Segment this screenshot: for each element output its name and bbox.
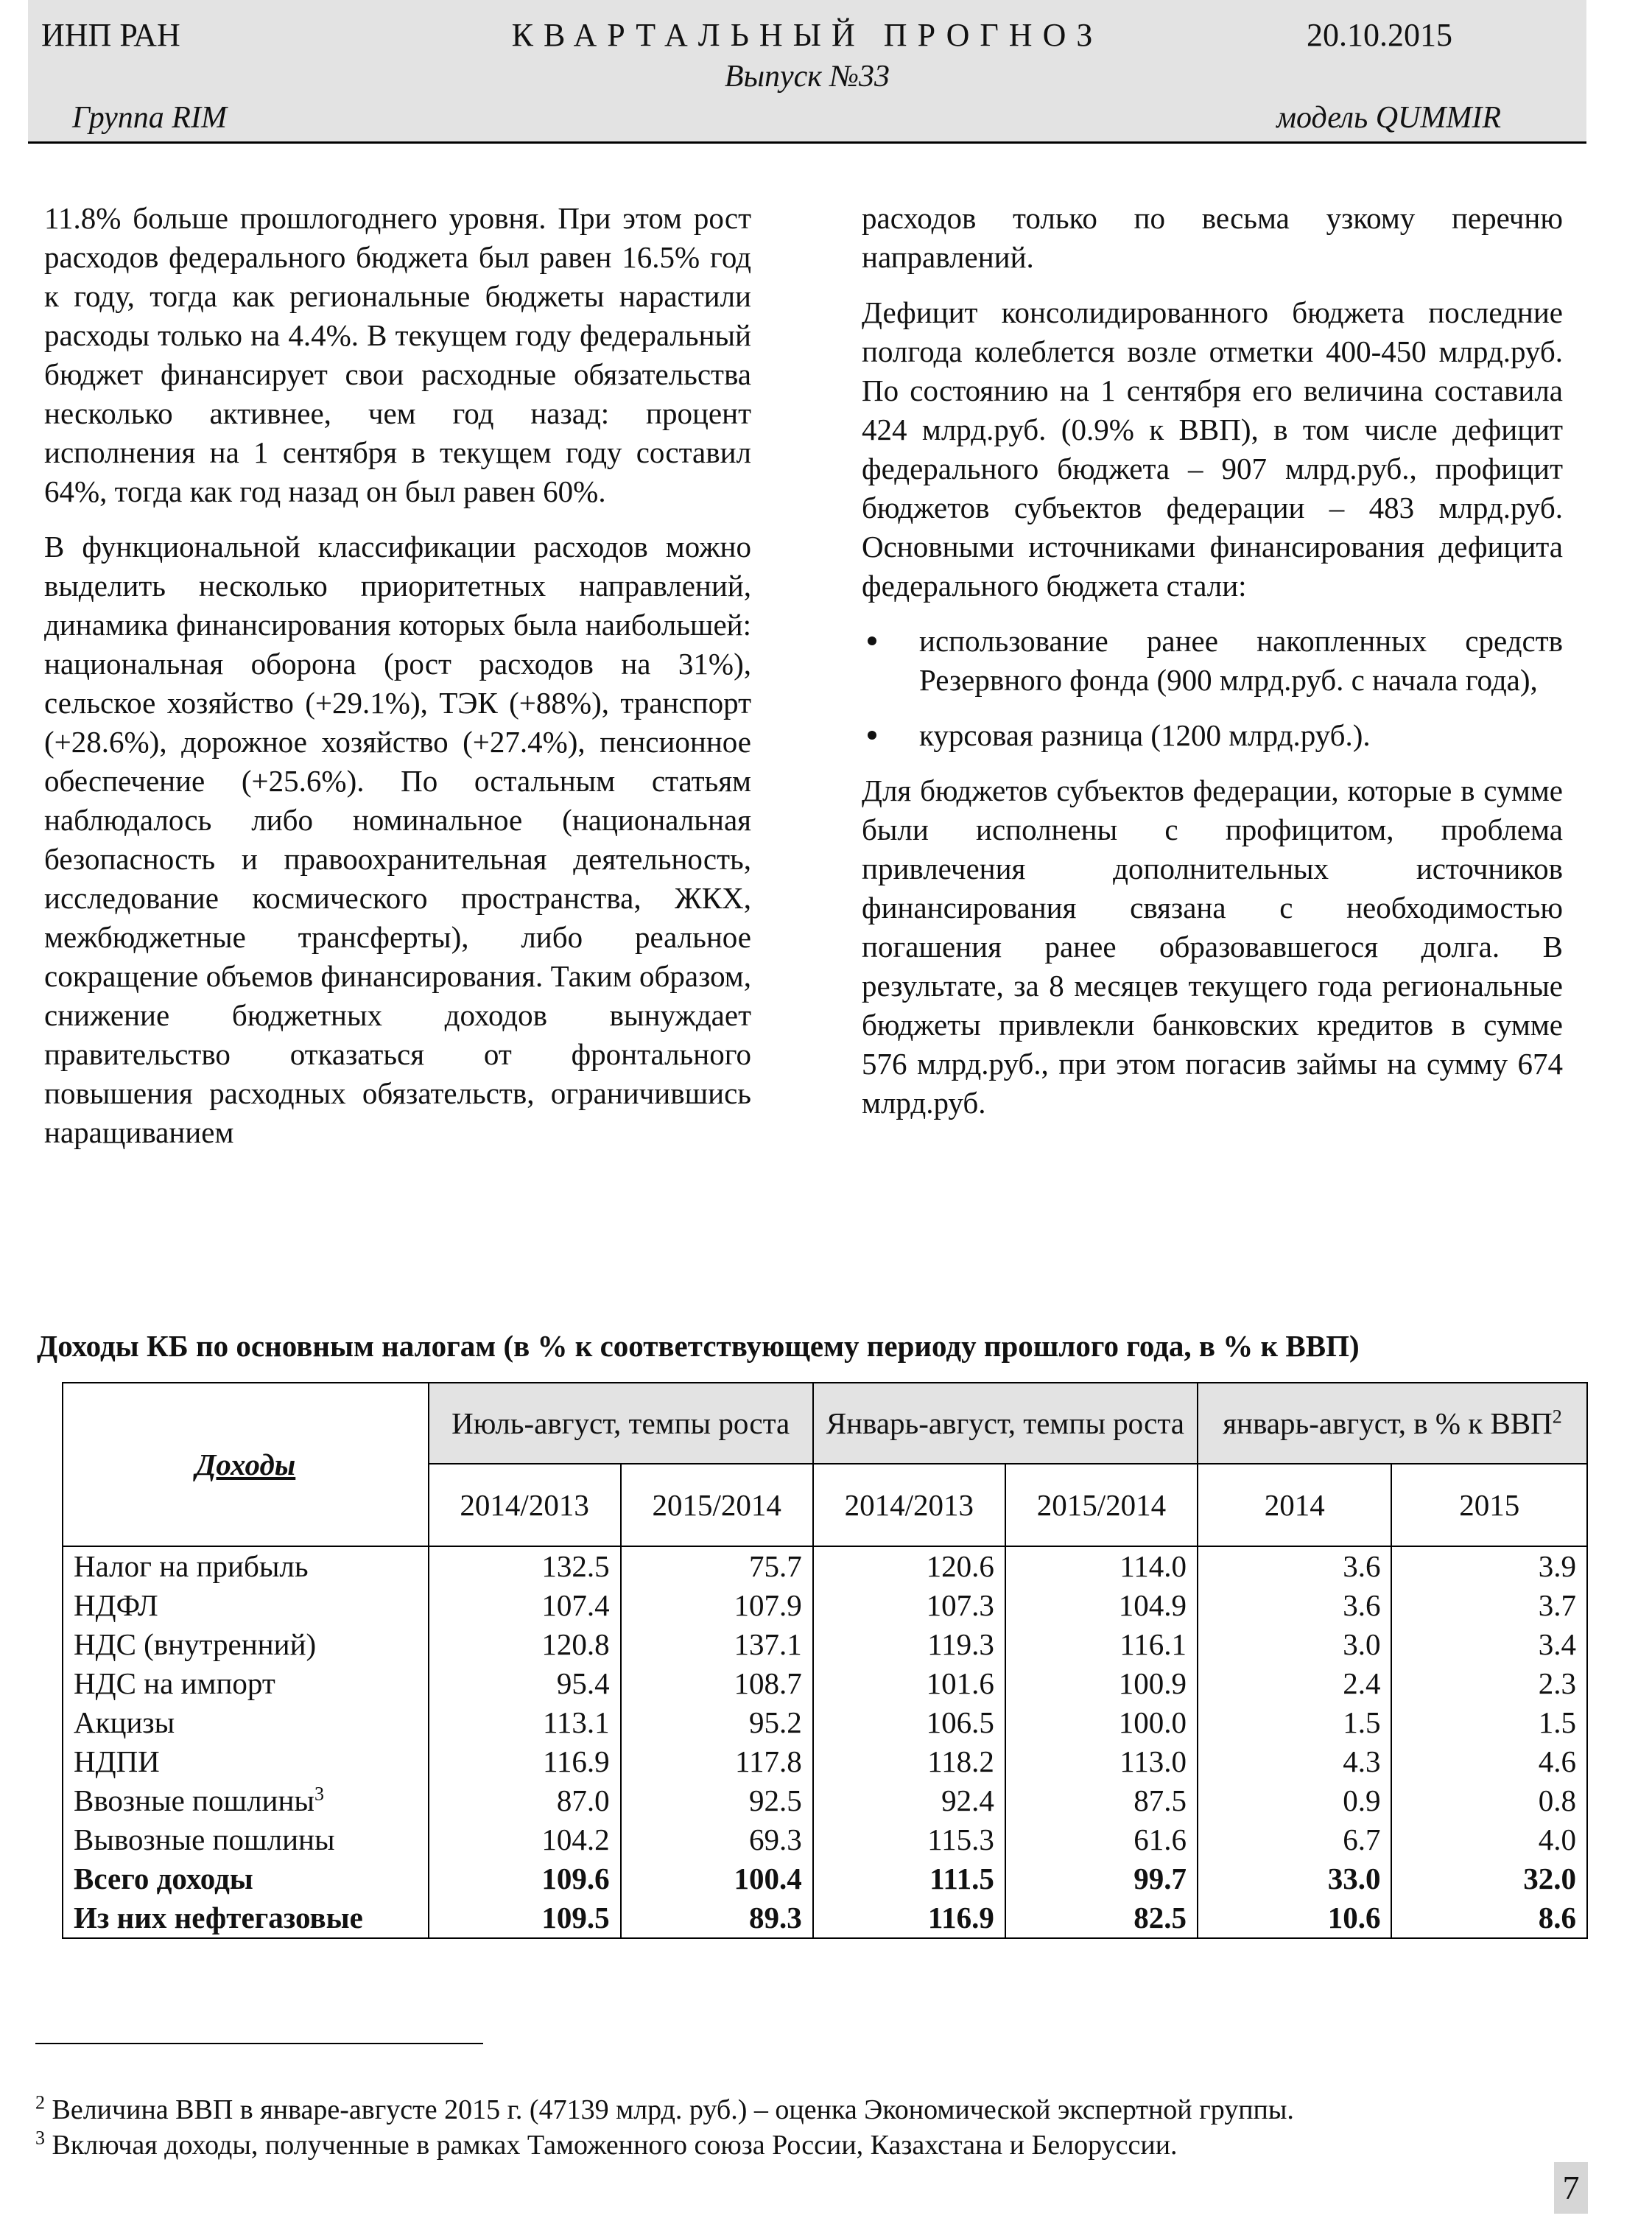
table-row <box>63 1742 1587 1781</box>
table-cell: 107.4 <box>429 1586 621 1625</box>
table-cell: 101.6 <box>813 1664 1005 1703</box>
table-row <box>63 1898 1587 1938</box>
table-cell: 137.1 <box>621 1625 813 1664</box>
table-cell: 120.8 <box>429 1625 621 1664</box>
table-cell: 4.0 <box>1391 1820 1587 1859</box>
table-cell: 89.3 <box>621 1898 813 1938</box>
header-group: Группа RIM <box>72 101 227 135</box>
column-header: 2015 <box>1391 1464 1587 1546</box>
table-cell: 104.9 <box>1005 1586 1198 1625</box>
table-row <box>63 1820 1587 1859</box>
list-item-text: курсовая разница (1200 млрд.руб.). <box>919 718 1371 752</box>
table-row <box>63 1546 1587 1586</box>
table-cell: 2.4 <box>1198 1664 1392 1703</box>
table-cell: 92.4 <box>813 1781 1005 1820</box>
row-label: Вывозные пошлины <box>63 1820 429 1859</box>
table-cell: 113.1 <box>429 1703 621 1742</box>
table-cell: 95.2 <box>621 1703 813 1742</box>
table-cell: 106.5 <box>813 1703 1005 1742</box>
left-paragraph-2: В функциональной классификации расходов можно выделить несколько приоритетных направлений, динамика финансирования которых была наибольшей: национальная оборона (рост расходов на 31%), сельское хозяйство (+29.1%), ТЭК (+88%), транспорт (+28.6%), дорожное хозяйство (+27.4%), пенсионное обеспечение (+25.6%). По остальным статьям наблюдалось либо номинальное (национальная безопасность и правоохранительная деятельность, исследование космического пространства, ЖКХ, межбюджетные трансферты), либо реальное сокращение объемов финансирования. Таким образом, снижение бюджетных доходов вынуждает правительство отказаться от фронтального повышения расходных обязательств, ограничившись наращиванием <box>44 530 751 1149</box>
table-row <box>63 1703 1587 1742</box>
table-cell: 115.3 <box>813 1820 1005 1859</box>
column-group-header: Январь-август, темпы роста <box>813 1383 1198 1464</box>
right-paragraph-2: Дефицит консолидированного бюджета последние полгода колеблется возле отметки 400-450 млрд.руб. По состоянию на 1 сентября его величина составила 424 млрд.руб. (0.9% к ВВП), в том числе дефицит федерального бюджета – 907 млрд.руб., профицит бюджетов субъектов федерации – 483 млрд.руб. Основными источниками финансирования дефицита федерального бюджета стали: <box>862 295 1563 603</box>
table-cell: 82.5 <box>1005 1898 1198 1938</box>
table-row <box>63 1664 1587 1703</box>
row-label: Ввозные пошлины$^3$ <box>63 1781 429 1820</box>
table-cell: 75.7 <box>621 1546 813 1586</box>
table-cell: 2.3 <box>1391 1664 1587 1703</box>
table-cell: 120.6 <box>813 1546 1005 1586</box>
table-cell: 61.6 <box>1005 1820 1198 1859</box>
funding-sources-list <box>862 622 1563 755</box>
table-row <box>63 1781 1587 1820</box>
table-cell: 104.2 <box>429 1820 621 1859</box>
table-cell: 3.7 <box>1391 1586 1587 1625</box>
header-date: 20.10.2015 <box>1307 17 1452 53</box>
table-cell: 3.6 <box>1198 1586 1392 1625</box>
bullet-icon <box>868 636 876 645</box>
row-label: НДС на импорт <box>63 1664 429 1703</box>
table-row <box>63 1625 1587 1664</box>
table-cell: 95.4 <box>429 1664 621 1703</box>
footnote: $^2$ Величина ВВП в январе-августе 2015 г. (47139 млрд. руб.) – оценка Экономической экспертной группы. <box>35 2091 1294 2125</box>
table-cell: 100.4 <box>621 1859 813 1898</box>
column-header: 2014 <box>1198 1464 1392 1546</box>
row-label: Всего доходы <box>63 1859 429 1898</box>
column-header: 2014/2013 <box>429 1464 621 1546</box>
table-cell: 116.1 <box>1005 1625 1198 1664</box>
table-cell: 87.0 <box>429 1781 621 1820</box>
table-cell: 100.0 <box>1005 1703 1198 1742</box>
row-label: Акцизы <box>63 1703 429 1742</box>
table-cell: 4.6 <box>1391 1742 1587 1781</box>
table-cell: 132.5 <box>429 1546 621 1586</box>
table-cell: 116.9 <box>429 1742 621 1781</box>
left-column <box>44 199 751 1168</box>
right-paragraph-1: расходов только по весьма узкому перечню направлений. <box>862 201 1563 274</box>
table-cell: 108.7 <box>621 1664 813 1703</box>
header-title: КВАРТАЛЬНЫЙ ПРОГНОЗ <box>511 17 1103 53</box>
footnotes <box>35 2092 1294 2163</box>
table-cell: 107.3 <box>813 1586 1005 1625</box>
table-cell: 109.6 <box>429 1859 621 1898</box>
left-paragraph-1: 11.8% больше прошлогоднего уровня. При этом рост расходов федерального бюджета был равен 16.5% год к году, тогда как региональные бюджеты нарастили расходы только на 4.4%. В текущем году федеральный бюджет финансирует свои расходные обязательства несколько активнее, чем год назад: процент исполнения на 1 сентября в текущем году составил 64%, тогда как год назад он был равен 60%. <box>44 201 751 508</box>
table-cell: 6.7 <box>1198 1820 1392 1859</box>
table-cell: 3.6 <box>1198 1546 1392 1586</box>
row-label: НДС (внутренний) <box>63 1625 429 1664</box>
table-cell: 111.5 <box>813 1859 1005 1898</box>
row-label: Из них нефтегазовые <box>63 1898 429 1938</box>
table-cell: 117.8 <box>621 1742 813 1781</box>
row-label: НДФЛ <box>63 1586 429 1625</box>
header-issue: Выпуск №33 <box>724 60 890 94</box>
table-cell: 119.3 <box>813 1625 1005 1664</box>
table-cell: 1.5 <box>1391 1703 1587 1742</box>
table-cell: 87.5 <box>1005 1781 1198 1820</box>
table-cell: 100.9 <box>1005 1664 1198 1703</box>
bullet-icon <box>868 731 876 740</box>
footnote: $^3$ Включая доходы, полученные в рамках Таможенного союза России, Казахстана и Белоруссии. <box>35 2127 1178 2161</box>
header-org: ИНП РАН <box>41 17 180 53</box>
table-cell: 1.5 <box>1198 1703 1392 1742</box>
table-caption: Доходы КБ по основным налогам (в % к соответствующему периоду прошлого года, в % к ВВП) <box>37 1329 1360 1363</box>
header-model: модель QUMMIR <box>1276 101 1501 135</box>
revenue-table <box>62 1382 1588 1939</box>
table-row-header: Доходы <box>63 1383 429 1546</box>
table-cell: 109.5 <box>429 1898 621 1938</box>
column-header: 2015/2014 <box>1005 1464 1198 1546</box>
right-paragraph-3: Для бюджетов субъектов федерации, которые в сумме были исполнены с профицитом, проблема привлечения дополнительных источников финансирования связана с необходимостью погашения ранее образовавшегося долга. В результате, за 8 месяцев текущего года региональные бюджеты привлекли банковских кредитов в сумме 576 млрд.руб., при этом погасив займы на сумму 674 млрд.руб. <box>862 774 1563 1120</box>
row-label: Налог на прибыль <box>63 1546 429 1586</box>
table-cell: 116.9 <box>813 1898 1005 1938</box>
column-header: 2014/2013 <box>813 1464 1005 1546</box>
table-cell: 99.7 <box>1005 1859 1198 1898</box>
table-cell: 113.0 <box>1005 1742 1198 1781</box>
table-body <box>63 1546 1587 1938</box>
list-item-text: использование ранее накопленных средств Резервного фонда (900 млрд.руб. с начала года), <box>919 624 1563 697</box>
row-label: НДПИ <box>63 1742 429 1781</box>
table-cell: 33.0 <box>1198 1859 1392 1898</box>
table-cell: 92.5 <box>621 1781 813 1820</box>
right-column <box>862 199 1563 1139</box>
table-cell: 3.9 <box>1391 1546 1587 1586</box>
table-cell: 3.4 <box>1391 1625 1587 1664</box>
page-number: 7 <box>1554 2162 1588 2214</box>
table-row <box>63 1859 1587 1898</box>
table-cell: 10.6 <box>1198 1898 1392 1938</box>
table-cell: 114.0 <box>1005 1546 1198 1586</box>
column-group-header: Июль-август, темпы роста <box>429 1383 813 1464</box>
table-row <box>63 1586 1587 1625</box>
table-cell: 8.6 <box>1391 1898 1587 1938</box>
table-cell: 4.3 <box>1198 1742 1392 1781</box>
column-group-header: январь-август, в % к ВВП$^2$ <box>1198 1383 1587 1464</box>
table-cell: 107.9 <box>621 1586 813 1625</box>
table-cell: 118.2 <box>813 1742 1005 1781</box>
column-header: 2015/2014 <box>621 1464 813 1546</box>
list-item <box>862 716 1563 755</box>
list-item <box>862 622 1563 700</box>
table-cell: 0.9 <box>1198 1781 1392 1820</box>
page-header <box>28 0 1586 144</box>
table-cell: 32.0 <box>1391 1859 1587 1898</box>
table-cell: 0.8 <box>1391 1781 1587 1820</box>
table-cell: 3.0 <box>1198 1625 1392 1664</box>
footnote-divider <box>35 2043 483 2044</box>
table-cell: 69.3 <box>621 1820 813 1859</box>
